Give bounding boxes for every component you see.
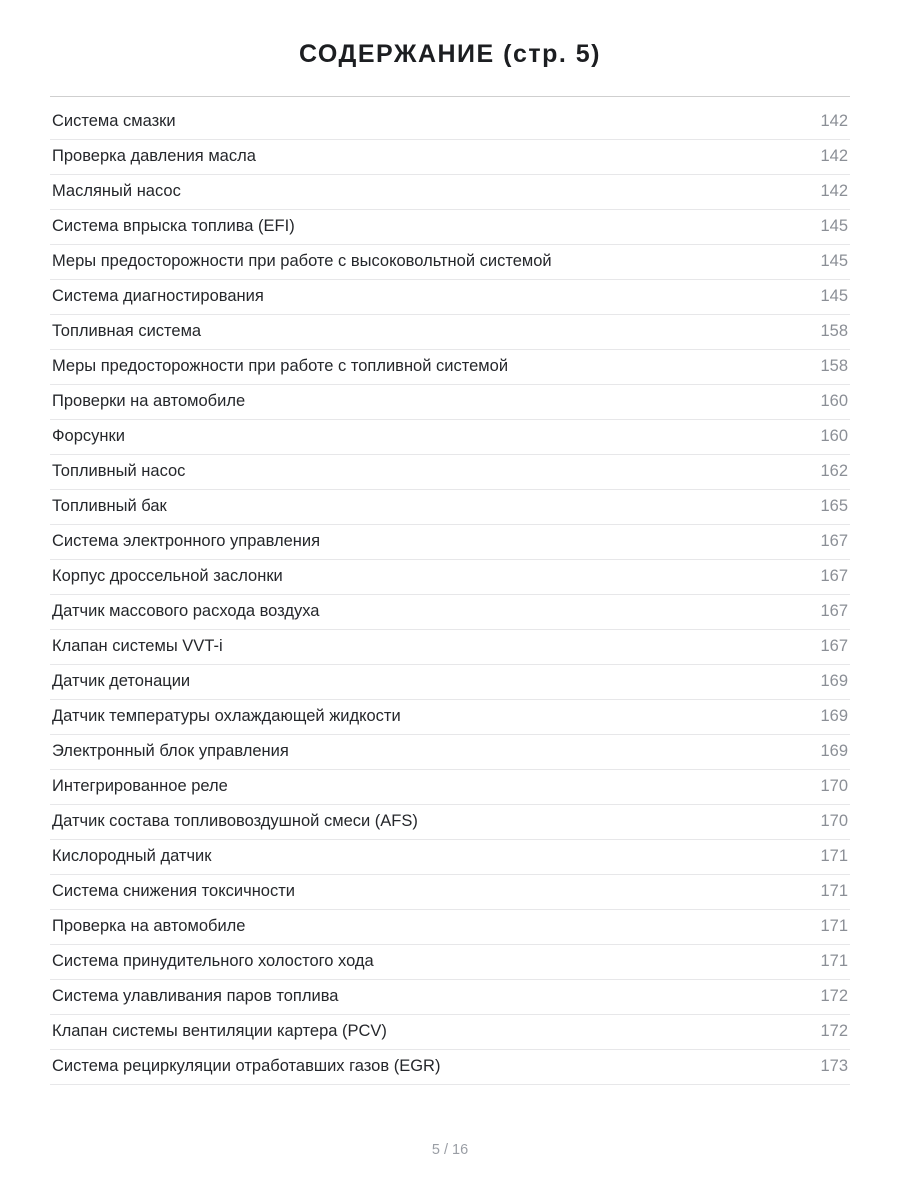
toc-entry xyxy=(50,560,850,595)
toc-entry-label: Датчик температуры охлаждающей жидкости xyxy=(52,707,401,725)
toc-entry xyxy=(50,315,850,350)
toc-entry-page-number: 142 xyxy=(820,112,848,130)
toc-entry-label: Система электронного управления xyxy=(52,532,321,550)
page-title: СОДЕРЖАНИЕ (стр. 5) xyxy=(298,40,602,68)
toc-entry xyxy=(50,385,850,420)
toc-entry-page-number: 169 xyxy=(820,672,848,690)
toc-entry-label: Топливная система xyxy=(52,322,202,340)
toc-entry xyxy=(50,420,850,455)
toc-entry-label: Меры предосторожности при работе с высоковольтной системой xyxy=(52,252,552,270)
toc-entry-page-number: 160 xyxy=(820,427,848,445)
toc-entry xyxy=(50,350,850,385)
toc-entry-label: Клапан системы вентиляции картера (PCV) xyxy=(52,1022,387,1040)
toc-entry-label: Топливный бак xyxy=(52,497,167,515)
page-number-footer: 5 / 16 xyxy=(431,1142,469,1158)
toc-entry-label: Корпус дроссельной заслонки xyxy=(52,567,283,585)
toc-entry-page-number: 171 xyxy=(820,952,848,970)
toc-entry-page-number: 170 xyxy=(820,812,848,830)
toc-entry-page-number: 172 xyxy=(820,987,848,1005)
toc-entry-page-number: 167 xyxy=(820,637,848,655)
toc-entry xyxy=(50,1015,850,1050)
toc-entry-label: Система смазки xyxy=(52,112,176,130)
toc-entry xyxy=(50,630,850,665)
toc-entry-page-number: 145 xyxy=(820,287,848,305)
toc-entry-label: Интегрированное реле xyxy=(52,777,228,795)
toc-entry-label: Меры предосторожности при работе с топливной системой xyxy=(52,357,509,375)
toc-list xyxy=(50,105,850,1085)
toc-entry xyxy=(50,525,850,560)
toc-entry-page-number: 170 xyxy=(820,777,848,795)
toc-entry xyxy=(50,875,850,910)
toc-entry-page-number: 162 xyxy=(820,462,848,480)
toc-entry-page-number: 145 xyxy=(820,217,848,235)
toc-entry-label: Кислородный датчик xyxy=(52,847,212,865)
toc-entry-label: Система снижения токсичности xyxy=(52,882,296,900)
toc-entry-label: Система рециркуляции отработавших газов (EGR) xyxy=(52,1057,441,1075)
toc-entry-page-number: 167 xyxy=(820,532,848,550)
toc-entry-label: Система впрыска топлива (EFI) xyxy=(52,217,295,235)
toc-entry-label: Клапан системы VVT-i xyxy=(52,637,223,655)
toc-entry-page-number: 142 xyxy=(820,182,848,200)
toc-entry-page-number: 167 xyxy=(820,567,848,585)
toc-entry xyxy=(50,245,850,280)
toc-entry-label: Система улавливания паров топлива xyxy=(52,987,339,1005)
toc-entry xyxy=(50,805,850,840)
toc-entry xyxy=(50,735,850,770)
toc-entry-label: Проверка на автомобиле xyxy=(52,917,246,935)
toc-entry xyxy=(50,770,850,805)
toc-entry-page-number: 172 xyxy=(820,1022,848,1040)
toc-entry-page-number: 145 xyxy=(820,252,848,270)
toc-entry-label: Датчик состава топливовоздушной смеси (AFS) xyxy=(52,812,418,830)
toc-entry-label: Электронный блок управления xyxy=(52,742,289,760)
toc-entry-page-number: 167 xyxy=(820,602,848,620)
toc-entry-page-number: 165 xyxy=(820,497,848,515)
toc-entry xyxy=(50,665,850,700)
toc-entry xyxy=(50,490,850,525)
toc-entry xyxy=(50,700,850,735)
toc-entry xyxy=(50,945,850,980)
toc-entry-label: Система диагностирования xyxy=(52,287,264,305)
toc-entry-page-number: 173 xyxy=(820,1057,848,1075)
toc-entry xyxy=(50,595,850,630)
toc-entry-page-number: 158 xyxy=(820,357,848,375)
toc-entry xyxy=(50,140,850,175)
toc-entry-label: Топливный насос xyxy=(52,462,186,480)
toc-entry xyxy=(50,105,850,140)
toc-entry-label: Датчик массового расхода воздуха xyxy=(52,602,320,620)
toc-entry-page-number: 171 xyxy=(820,882,848,900)
toc-entry-label: Форсунки xyxy=(52,427,125,445)
toc-entry-label: Проверка давления масла xyxy=(52,147,256,165)
toc-entry xyxy=(50,280,850,315)
toc-entry xyxy=(50,980,850,1015)
toc-entry-page-number: 158 xyxy=(820,322,848,340)
toc-entry xyxy=(50,840,850,875)
toc-entry-page-number: 142 xyxy=(820,147,848,165)
toc-entry-label: Масляный насос xyxy=(52,182,181,200)
toc-entry-page-number: 160 xyxy=(820,392,848,410)
toc-entry xyxy=(50,1050,850,1085)
toc-entry xyxy=(50,910,850,945)
toc-entry xyxy=(50,175,850,210)
toc-entry-page-number: 169 xyxy=(820,707,848,725)
toc-entry-page-number: 169 xyxy=(820,742,848,760)
toc-entry-page-number: 171 xyxy=(820,917,848,935)
title-divider xyxy=(50,96,850,97)
toc-entry-label: Датчик детонации xyxy=(52,672,191,690)
toc-entry-page-number: 171 xyxy=(820,847,848,865)
toc-entry xyxy=(50,210,850,245)
toc-entry-label: Система принудительного холостого хода xyxy=(52,952,374,970)
toc-entry-label: Проверки на автомобиле xyxy=(52,392,246,410)
toc-entry xyxy=(50,455,850,490)
